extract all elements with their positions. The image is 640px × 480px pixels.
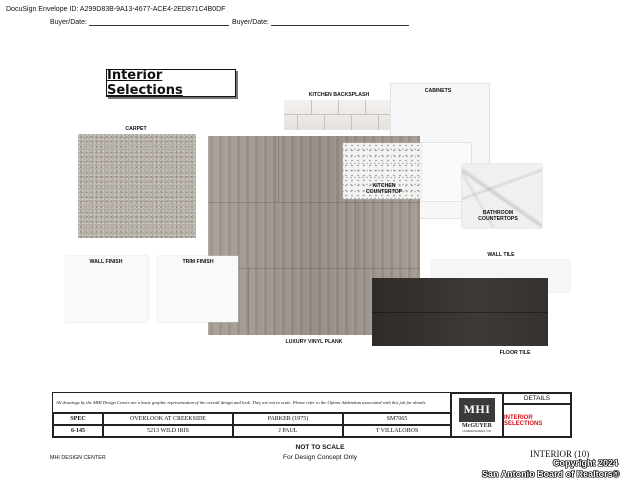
bathroom-countertops-label (468, 210, 528, 222)
spec-number-cell (53, 425, 103, 437)
buyer-date-label: Buyer/Date: (232, 19, 269, 26)
page-label: INTERIOR (10) (530, 449, 590, 459)
bathroom-countertops-label-line2: COUNTERTOPS (478, 216, 518, 222)
disclaimer-text: All drawings by the MHI Design Center are a basic graphic representation of the overall design and look. They are not to scale. Please refer to the Option Addendum associated with this job for details. (56, 399, 427, 405)
kitchen-backsplash-swatch (284, 100, 392, 130)
designer-cell (233, 425, 343, 437)
mhi-logo-text: MHI (463, 402, 491, 416)
envelope-id: DocuSign Envelope ID: A299D83B-9A13-4677-ACE4-2ED871C4B0DF (6, 6, 226, 13)
details-label: DETAILS (523, 395, 551, 402)
kitchen-countertop-label-line2: COUNTERTOP (365, 189, 403, 195)
cabinets-label: CABINETS (424, 88, 452, 94)
not-to-scale-label: NOT TO SCALE (295, 444, 345, 451)
carpet-label: CARPET (125, 126, 147, 132)
title-block-table (52, 392, 572, 438)
disclaimer-cell (53, 393, 451, 413)
mhi-logo-mark (459, 398, 495, 422)
kitchen-countertop-label (356, 183, 412, 195)
consultant-cell (343, 425, 451, 437)
wall-tile-label: WALL TILE (487, 252, 515, 258)
title-box (106, 69, 236, 97)
designer-name: J PAUL (278, 428, 298, 434)
wall-finish-swatch (66, 256, 148, 322)
copyright-line-1: Copyright 2024 (553, 458, 619, 468)
kitchen-countertop-label-line1: KITCHEN (372, 183, 396, 189)
floor-tile-label: FLOOR TILE (499, 350, 531, 356)
buyer-date-field-1 (50, 18, 229, 26)
floor-tile-swatch (372, 278, 548, 346)
plan-cell (233, 413, 343, 425)
copyright-line-2: San Antonio Board of Realtors® (482, 469, 620, 479)
spec-number: 6-145 (71, 428, 85, 434)
spec-label: SPEC (70, 416, 86, 422)
details-value-cell (503, 404, 571, 437)
mcguyer-text: McGUYER (462, 422, 492, 429)
wall-finish-label: WALL FINISH (89, 259, 123, 265)
address-cell (103, 425, 233, 437)
address: 5213 WILD IRIS (147, 428, 189, 434)
plan-name: PARKER (1975) (267, 416, 309, 422)
trim-finish-swatch (158, 256, 238, 322)
homebuilders-text: HOMEBUILDERS, INC (462, 428, 492, 433)
code-cell (343, 413, 451, 425)
design-center-label: MHI DESIGN CENTER (50, 455, 106, 461)
community-cell (103, 413, 233, 425)
carpet-swatch (78, 134, 196, 238)
buyer-date-field-2 (232, 18, 409, 26)
bathroom-countertops-label-line1: BATHROOM (482, 210, 514, 216)
design-concept-label: For Design Concept Only (282, 454, 358, 461)
trim-finish-label: TRIM FINISH (182, 259, 214, 265)
spec-label-cell (53, 413, 103, 425)
plan-code: SM7065 (386, 416, 408, 422)
consultant-name: T VILLALOBOS (375, 428, 419, 434)
mhi-logo (451, 393, 503, 437)
community-name: OVERLOOK AT CREEKSIDE (130, 416, 206, 422)
page-title: Interior Selections (107, 68, 183, 98)
luxury-vinyl-plank-label: LUXURY VINYL PLANK (285, 339, 343, 345)
details-label-cell (503, 393, 571, 404)
kitchen-backsplash-label: KITCHEN BACKSPLASH (308, 92, 370, 98)
details-value: INTERIOR SELECTIONS (504, 414, 543, 427)
signature-line (271, 18, 409, 26)
buyer-date-label: Buyer/Date: (50, 19, 87, 26)
signature-line (89, 18, 229, 26)
